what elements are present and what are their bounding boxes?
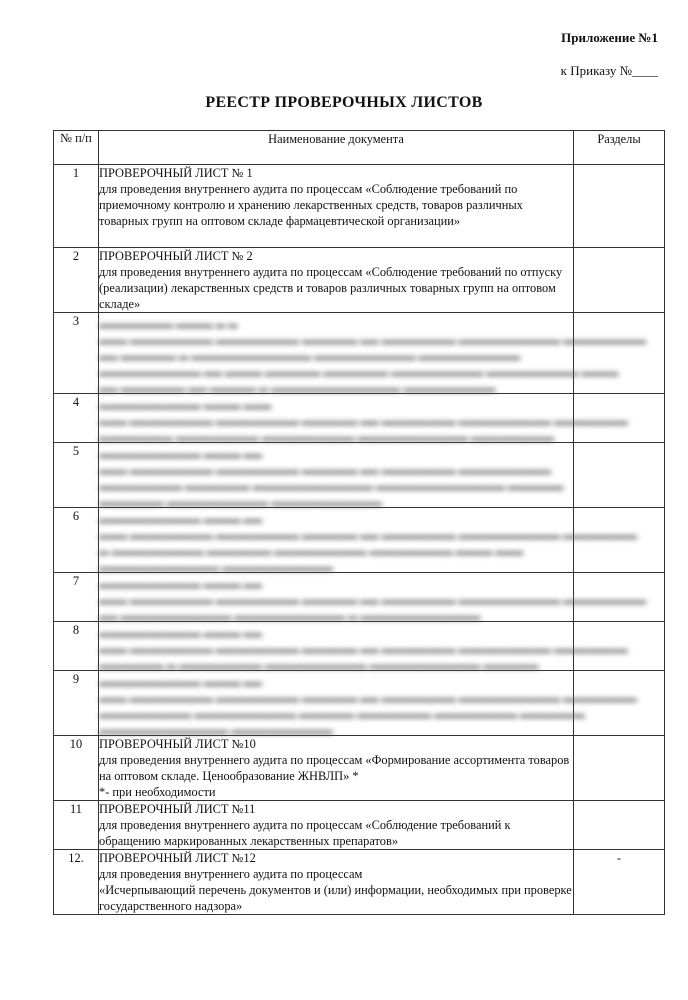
document-title: ПРОВЕРОЧНЫЙ ЛИСТ №10 [99,737,256,751]
table-row [54,313,665,394]
row-number: 4 [54,394,99,443]
document-title: ПРОВЕРОЧНЫЙ ЛИСТ №11 [99,802,256,816]
table-row [54,850,665,915]
column-header-sections: Разделы [574,131,665,165]
column-header-num: № п/п [54,131,99,165]
table-row [54,394,665,443]
redacted-document-name [99,313,647,394]
column-header-name: Наименование документа [99,131,574,165]
row-number: 12. [54,850,99,915]
document-description: для проведения внутреннего аудита по процессам «Соблюдение требований к обращению маркированных лекарственных препаратов» [99,818,511,848]
appendix-label: Приложение №1 [561,30,658,45]
document-description: для проведения внутреннего аудита по процессам [99,867,363,881]
redacted-document-name [99,622,628,671]
table-row [54,165,665,248]
document-name [99,801,574,850]
order-reference: к Приказу №____ [560,63,658,78]
row-sections [574,736,665,801]
row-number: 10 [54,736,99,801]
redacted-text: ▂▂▂▂▂▂▂▂▂▂▂ ▂▂▂▂ ▂▂ ▂▂▂ ▂▂▂▂▂▂▂▂▂ ▂▂▂▂▂▂▂▂▂ ▂▂▂▂▂▂ ▂▂ ▂▂▂▂▂▂▂▂ ▂▂▂▂▂▂▂▂▂▂▂ ▂▂▂▂▂▂▂▂▂ ▂▂ ▂▂▂▂▂▂▂▂▂▂▂▂ ▂▂▂▂▂▂▂▂▂▂▂▂ ▂ ▂▂▂▂▂▂▂▂▂▂▂▂▂ [99,574,647,620]
table-row [54,622,665,671]
redacted-text: ▂▂▂▂▂▂▂▂▂▂▂ ▂▂▂▂ ▂▂ ▂▂▂ ▂▂▂▂▂▂▂▂▂ ▂▂▂▂▂▂▂▂▂ ▂▂▂▂▂▂ ▂▂ ▂▂▂▂▂▂▂▂ ▂▂▂▂▂▂▂▂▂▂▂ ▂▂▂▂▂▂▂▂ ▂ ▂▂▂▂▂▂▂▂▂▂ ▂▂▂▂▂▂▂ ▂▂▂▂▂▂▂▂▂▂ ▂▂▂▂▂▂▂▂▂ ▂▂▂▂ ▂▂▂ ▂▂▂▂▂▂▂▂▂▂▂▂▂ ▂▂▂▂▂▂▂▂▂▂▂▂ [99,509,637,571]
row-number: 5 [54,443,99,508]
row-number: 9 [54,671,99,736]
redacted-text: ▂▂▂▂▂▂▂▂▂▂▂ ▂▂▂▂ ▂▂▂ ▂▂▂ ▂▂▂▂▂▂▂▂▂ ▂▂▂▂▂▂▂▂▂ ▂▂▂▂▂▂ ▂▂ ▂▂▂▂▂▂▂▂ ▂▂▂▂▂▂▂▂▂▂ ▂▂▂▂▂▂▂▂ ▂▂▂▂▂▂▂▂ ▂▂▂▂▂▂▂▂▂ ▂▂▂▂▂▂▂▂▂▂ ▂▂▂▂▂▂▂▂▂▂▂▂ ▂▂▂▂▂▂▂▂▂ [99,395,628,441]
row-number: 8 [54,622,99,671]
redacted-document-name [99,573,647,622]
redacted-text: ▂▂▂▂▂▂▂▂▂▂▂ ▂▂▂▂ ▂▂ ▂▂▂ ▂▂▂▂▂▂▂▂▂ ▂▂▂▂▂▂▂▂▂ ▂▂▂▂▂▂ ▂▂ ▂▂▂▂▂▂▂▂ ▂▂▂▂▂▂▂▂▂▂ ▂▂▂▂▂▂▂▂▂ ▂▂▂▂▂▂▂ ▂▂▂▂▂▂▂▂▂▂▂▂▂ ▂▂▂▂▂▂▂▂▂▂▂▂▂▂ ▂▂▂▂▂▂ ▂▂▂▂▂▂▂ ▂▂▂▂▂▂▂▂▂▂▂ ▂▂▂▂▂▂▂▂▂▂▂▂ [99,444,564,506]
document-title: ПРОВЕРОЧНЫЙ ЛИСТ №12 [99,851,256,865]
table-row [54,671,665,736]
row-sections [574,248,665,313]
document-name [99,736,574,801]
row-number: 1 [54,165,99,248]
row-number: 2 [54,248,99,313]
table-row [54,573,665,622]
row-number: 3 [54,313,99,394]
table-row [54,443,665,508]
document-description-detail: «Исчерпывающий перечень документов и (или) информации, необходимых при проверке государственного надзора» [99,883,572,913]
redacted-text: ▂▂▂▂▂▂▂▂▂▂▂ ▂▂▂▂ ▂▂ ▂▂▂ ▂▂▂▂▂▂▂▂▂ ▂▂▂▂▂▂▂▂▂ ▂▂▂▂▂▂ ▂▂ ▂▂▂▂▂▂▂▂ ▂▂▂▂▂▂▂▂▂▂ ▂▂▂▂▂▂▂▂ ▂▂▂▂▂▂▂ ▂ ▂▂▂▂▂▂▂▂▂ ▂▂▂▂▂▂▂▂▂▂▂ ▂▂▂▂▂▂▂▂▂▂▂▂ ▂▂▂▂▂▂ [99,623,628,669]
document-description: для проведения внутреннего аудита по процессам «Соблюдение требований по приемочному контролю и хранению лекарственных средств, товаров различных товарных групп на оптовом складе фармацевтической организации» [99,182,523,228]
table-header-row [54,131,665,165]
row-sections [574,443,665,508]
row-sections [574,313,665,394]
document-note: *- при необходимости [99,785,216,799]
redacted-document-name [99,443,574,508]
document-title: ПРОВЕРОЧНЫЙ ЛИСТ № 2 [99,249,253,263]
registry-table [53,130,665,915]
redacted-document-name [99,671,637,736]
row-sections: - [574,850,665,915]
table-row [54,508,665,573]
row-sections [574,508,665,573]
document-name [99,850,574,915]
row-sections [574,165,665,248]
table-row [54,801,665,850]
table-row [54,736,665,801]
document-description: для проведения внутреннего аудита по процессам «Соблюдение требований по отпуску (реализации) лекарственных средств и товаров различных товарных групп на оптовом складе» [99,265,563,311]
redacted-document-name [99,508,637,573]
document-name [99,165,574,248]
document-title: ПРОВЕРОЧНЫЙ ЛИСТ № 1 [99,166,253,180]
row-sections [574,671,665,736]
page-title: РЕЕСТР ПРОВЕРОЧНЫХ ЛИСТОВ [205,94,483,111]
document-description: для проведения внутреннего аудита по процессам «Формирование ассортимента товаров на оптовом складе. Ценообразование ЖНВЛП» * [99,753,570,783]
row-number: 11 [54,801,99,850]
row-number: 6 [54,508,99,573]
redacted-document-name [99,394,628,443]
redacted-text: ▂▂▂▂▂▂▂▂ ▂▂▂▂ ▂ ▂ ▂▂▂ ▂▂▂▂▂▂▂▂▂ ▂▂▂▂▂▂▂▂▂ ▂▂▂▂▂▂ ▂▂ ▂▂▂▂▂▂▂▂ ▂▂▂▂▂▂▂▂▂▂▂ ▂▂▂▂▂▂▂▂▂ ▂▂ ▂▂▂▂▂▂ ▂ ▂▂▂▂▂▂▂▂▂▂▂▂▂ ▂▂▂▂▂▂▂▂▂▂▂ ▂▂▂▂▂▂▂▂▂▂▂ ▂▂▂▂▂▂▂▂▂▂▂ ▂▂ ▂▂▂▂ ▂▂▂▂▂▂ ▂▂▂▂▂▂▂ ▂▂▂▂▂▂▂▂▂▂ ▂▂▂▂▂▂▂▂▂▂ ▂▂▂▂ ▂▂ ▂▂▂▂▂▂▂ ▂▂ ▂▂▂▂▂ ▂ ▂▂▂▂▂▂▂▂▂▂▂▂▂▂ ▂▂▂▂▂▂▂▂▂▂ [99,314,647,392]
table-row [54,248,665,313]
redacted-text: ▂▂▂▂▂▂▂▂▂▂▂ ▂▂▂▂ ▂▂ ▂▂▂ ▂▂▂▂▂▂▂▂▂ ▂▂▂▂▂▂▂▂▂ ▂▂▂▂▂▂ ▂▂ ▂▂▂▂▂▂▂▂ ▂▂▂▂▂▂▂▂▂▂▂ ▂▂▂▂▂▂▂▂ ▂▂▂▂▂▂▂▂▂▂ ▂▂▂▂▂▂▂▂▂▂▂ ▂▂▂▂▂▂ ▂▂▂▂▂▂▂▂ ▂▂▂▂▂▂▂▂▂ ▂▂▂▂▂▂▂ ▂▂▂▂▂▂▂▂▂▂▂▂▂▂ ▂▂▂▂▂▂▂▂▂▂▂ [99,672,637,734]
row-number: 7 [54,573,99,622]
row-sections [574,801,665,850]
document-name [99,248,574,313]
